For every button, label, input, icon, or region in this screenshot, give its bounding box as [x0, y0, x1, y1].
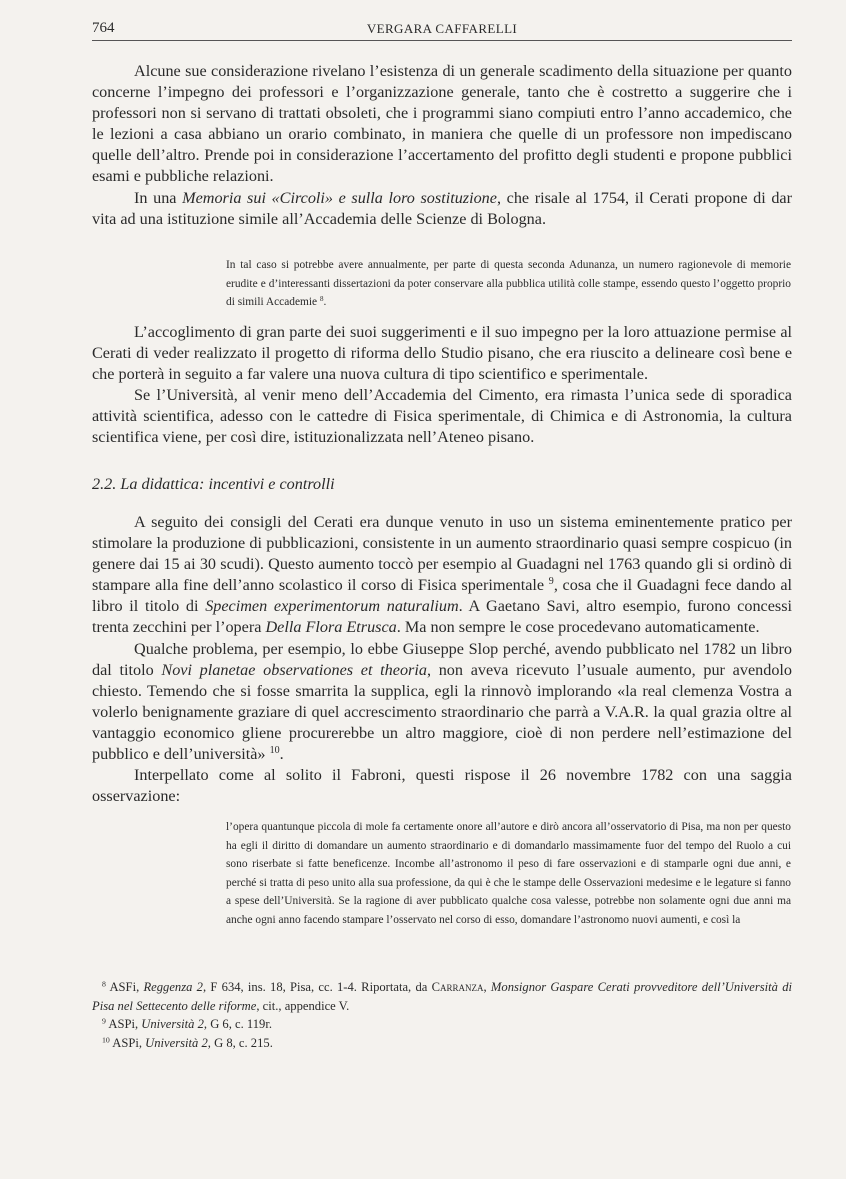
paragraph-2: In una Memoria sui «Circoli» e sulla loro sostituzione, che risale al 1754, il Cerati propone di dar vita ad una istituzione simile all’Accademia delle Scienze di Bologna. [92, 188, 793, 228]
footnote-8: $^8$ ASFi, Reggenza 2, F 634, ins. 18, Pisa, cc. 1-4. Riportata, da Carranza, Monsignor Gaspare Cerati provveditore dell’Università di Pisa nel Settecento delle riforme, cit., appendice V. [92, 979, 792, 1013]
paragraph-5: A seguito dei consigli del Cerati era dunque venuto in uso un sistema eminentemente pratico per stimolare la produzione di pubblicazioni, consistente in un aumento straordinario quasi sempre cospicuo (in genere dai 15 ai 30 scudi). Questo aumento toccò per esempio al Guadagni nel 1763 quando gli si ordinò di stampare alla fine dell’anno scolastico il corso di Fisica sperimentale $^9$, cosa che il Guadagni fece dando al libro il titolo di Specimen experimentorum naturalium. A Gaetano Savi, altro esempio, furono concessi trenta zecchini per l’opera Della Flora Etrusca. Ma non sempre le cose procedevano automaticamente. [92, 513, 792, 637]
footnote-9: $^9$ ASPi, Università 2, G 6, c. 119r. [102, 1016, 272, 1031]
body-block-lower [92, 512, 792, 807]
specimen-title: Specimen experimentorum naturalium [205, 597, 459, 616]
novi-planetae-title: Novi planetae observationes et theoria [161, 660, 427, 679]
body-block-top [92, 61, 792, 230]
footnote-ref-9[interactable]: 9 [548, 576, 554, 588]
footnotes [92, 978, 792, 1052]
body-block-middle [92, 322, 792, 449]
running-header [92, 18, 792, 41]
block-quote-1: In tal caso si potrebbe avere annualmente, per parte di questa seconda Adunanza, un numero ragionevole di memorie erudite e d’interessanti dissertazioni da poter conservare alla pubblica utilità colle stampe, essendo questo l’oggetto proprio di simili Accademie $^8$. [226, 259, 791, 309]
flora-title: Della Flora Etrusca [265, 618, 397, 637]
paragraph-3: L’accoglimento di gran parte dei suoi suggerimenti e il suo impegno per la loro attuazione permise al Cerati di veder realizzato il progetto di riforma dello Studio pisano, che era riuscito a delineare così bene e che porterà in seguito a far valere una nuova cultura di tipo scientifico e sperimentale. [92, 323, 792, 384]
footnote-ref-8[interactable]: 8 [319, 294, 324, 303]
paragraph-1: Alcune sue considerazione rivelano l’esistenza di un generale scadimento della situazione per quanto concerne l’impegno dei professori e l’organizzazione generale, tanto che è costretto a suggerire che i professori non si servano di trattati obsoleti, che i programmi siano compiuti entro l’anno accademico, che le lezioni a casa abbiano un orario combinato, in maniera che quelle di un professore non impediscano quelle dell’altro. Prende poi in considerazione l’accertamento del profitto degli studenti e propone pubblici esami e pubbliche relazioni. [92, 62, 792, 186]
footnote-10: $^{10}$ ASPi, Università 2, G 8, c. 215. [102, 1034, 273, 1050]
block-quote-2: l’opera quantunque piccola di mole fa certamente onore all’autore e dirò ancora all’osservatorio di Pisa, ma non per questo ha egli il diritto di domandare un aumento straordinario e di domandarlo massimamente fuor del tempo del Ruolo a cui sono riserbate si fatte beneficenze. Incombe all’astronomo il peso di fare osservazioni e di stamparle ogni due anni, e perché si tratta di peso unito alla sua professione, da qui è che le stampe delle Osservazioni medesime e le legature si fanno a spese dell’Università. Se la ragione di aver pubblicato qualche cosa valesse, potrebbe non solamente ogni due anni ma anche ogni anno facendo stampare l’osservato nel corso di esso, domandare l’astronomo nuovi aumenti, e così la [226, 821, 791, 926]
section-heading [92, 475, 792, 494]
section-number: 2.2. [92, 475, 117, 493]
footnote-ref-10[interactable]: 10 [269, 745, 280, 757]
memoria-title: Memoria sui «Circoli» e sulla loro sostituzione [182, 188, 497, 207]
page-number: 764 [92, 20, 115, 36]
running-title: VERGARA CAFFARELLI [366, 21, 518, 36]
paragraph-7: Interpellato come al solito il Fabroni, questi rispose il 26 novembre 1782 con una saggia osservazione: [92, 766, 792, 806]
section-title: La didattica: incentivi e controlli [120, 475, 335, 493]
paragraph-6: Qualche problema, per esempio, lo ebbe Giuseppe Slop perché, avendo pubblicato nel 1782 un libro dal titolo Novi planetae observationes et theoria, non aveva ricevuto l’usuale aumento, pur avendolo chiesto. Temendo che si fosse smarrita la supplica, egli la rinnovò implorando «la real clemenza Vostra a volerlo benignamente graziare di quel accrescimento straordinario che parrà a V.A.R. la qual grazia oltre al vantaggio economico gliene procurerebbe un altro maggiore, cioè di non perdere nell’estimazione del pubblico e dell’università» $^{10}$. [92, 639, 793, 764]
paragraph-4: Se l’Università, al venir meno dell’Accademia del Cimento, era rimasta l’unica sede di sporadica attività scientifica, adesso con le cattedre di Fisica sperimentale, di Chimica e di Astronomia, la cultura scientifica viene, per così dire, istituzionalizzata nell’Ateneo pisano. [92, 386, 792, 447]
